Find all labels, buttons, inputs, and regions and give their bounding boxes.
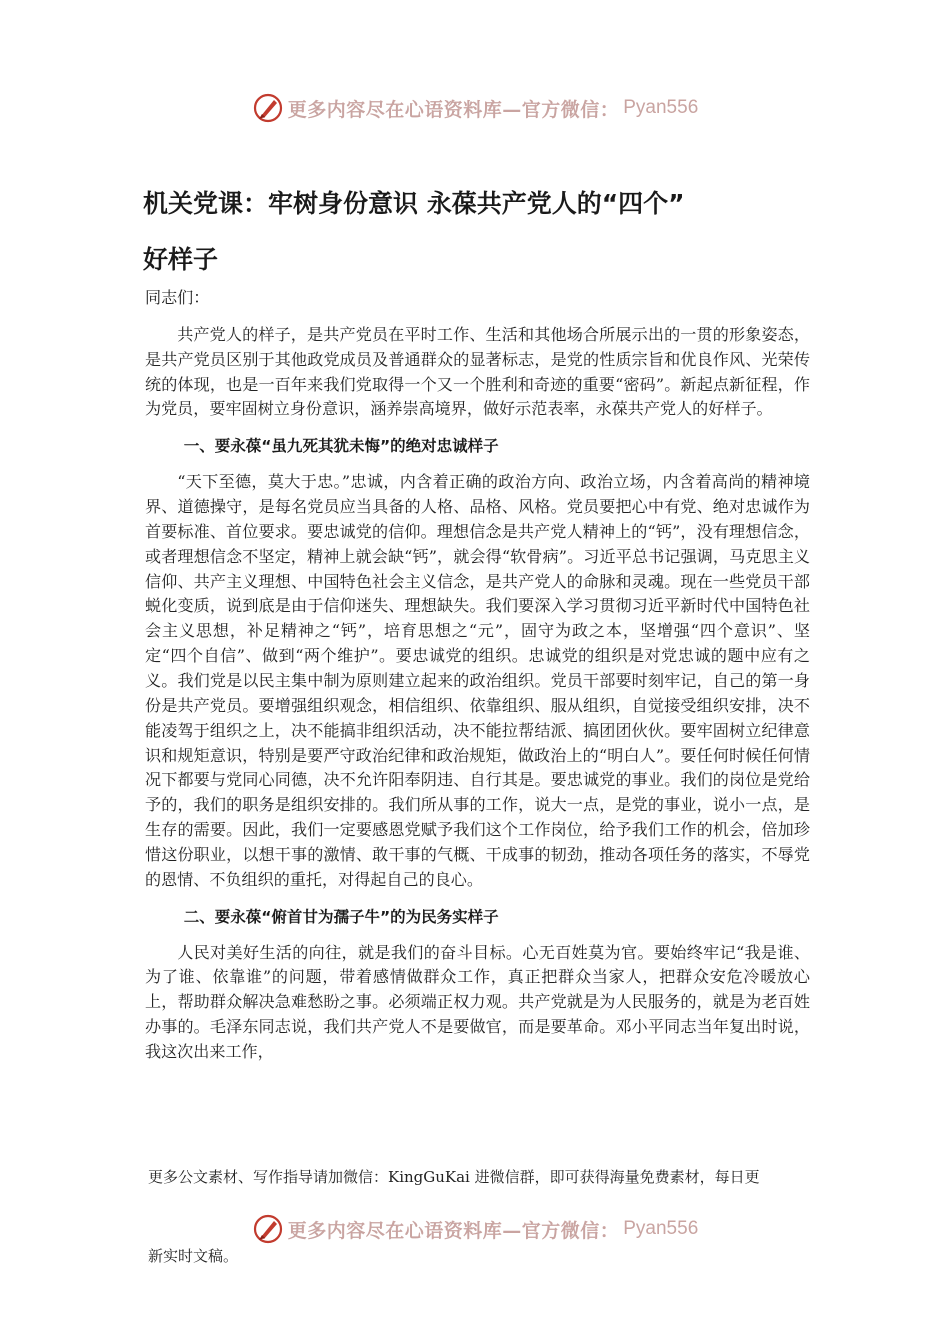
footer-note: 更多公文素材、写作指导请加微信：KingGuKai 进微信群，即可获得海量免费素材，每日更 xyxy=(148,1168,760,1186)
section-2-paragraph: 人民对美好生活的向往，就是我们的奋斗目标。心无百姓莫为官。要始终牢记“我是谁、为了谁、依靠谁”的问题，带着感情做群众工作，真正把群众当家人，把群众安危冷暖放心上，帮助群众解决急难愁盼之事。必须端正权力观。共产党就是为人民服务的，就是为老百姓办事的。毛泽东同志说，我们共产党人不是要做官，而是要革命。邓小平同志当年复出时说，我这次出来工作， xyxy=(145,942,810,1061)
document-title-line-2: 好样子 xyxy=(143,245,219,274)
document-body xyxy=(145,280,810,1075)
brand-banner-text: 更多内容尽在心语资料库—官方微信： xyxy=(287,98,620,121)
document-title-line-1: 机关党课：牢树身份意识 永葆共产党人的“四个” xyxy=(143,189,685,218)
brand-banner-text: 更多内容尽在心语资料库—官方微信： xyxy=(287,1219,620,1242)
greeting: 同志们： xyxy=(145,288,210,307)
document-title xyxy=(143,176,823,288)
intro-paragraph: 共产党人的样子，是共产党员在平时工作、生活和其他场合所展示出的一贯的形象姿态，是共产党员区别于其他政党成员及普通群众的显著标志，是党的性质宗旨和优良作风、光荣传统的体现，也是一百年来我们党取得一个又一个胜利和奇迹的重要“密码”。新起点新征程，作为党员，要牢固树立身份意识，涵养崇高境界，做好示范表率，永葆共产党人的好样子。 xyxy=(145,324,810,419)
brand-banner-top xyxy=(0,88,950,128)
section-1-paragraph: “天下至德，莫大于忠。”忠诚，内含着正确的政治方向、政治立场，内含着高尚的精神境界、道德操守，是每名党员应当具备的人格、品格、风格。党员要把心中有党、绝对忠诚作为首要标准、首位要求。要忠诚党的信仰。理想信念是共产党人精神上的“钙”，没有理想信念，或者理想信念不坚定，精神上就会缺“钙”，就会得“软骨病”。习近平总书记强调，马克思主义信仰、共产主义理想、中国特色社会主义信念，是共产党人的命脉和灵魂。现在一些党员干部蜕化变质，说到底是由于信仰迷失、理想缺失。我们要深入学习贯彻习近平新时代中国特色社会主义思想，补足精神之“钙”，培育思想之“元”，固守为政之本，坚增强“四个意识”、坚定“四个自信”、做到“两个维护”。要忠诚党的组织。忠诚党的组织是对党忠诚的题中应有之义。我们党是以民主集中制为原则建立起来的政治组织。党员干部要时刻牢记，自己的第一身份是共产党员。要增强组织观念，相信组织、依靠组织、服从组织，自觉接受组织安排，决不能凌驾于组织之上，决不能搞非组织活动，决不能拉帮结派、搞团团伙伙。要牢固树立纪律意识和规矩意识，特别是要严守政治纪律和政治规矩，做政治上的“明白人”。要任何时候任何情况下都要与党同心同德，决不允许阳奉阴违、自行其是。要忠诚党的事业。我们的岗位是党给予的，我们的职务是组织安排的。我们所从事的工作，说大一点，是党的事业，说小一点，是生存的需要。因此，我们一定要感恩党赋予我们这个工作岗位，给予我们工作的机会，倍加珍惜这份职业，以想干事的激情、敢干事的气概、干成事的韧劲，推动各项任务的落实，不辱党的恩情、不负组织的重托，对得起自己的良心。 xyxy=(145,472,810,889)
footer-note-tail: 新实时文稿。 xyxy=(148,1247,239,1265)
section-2-heading: 二、要永葆“俯首甘为孺子牛”的为民务实样子 xyxy=(183,907,499,926)
brand-wechat-id: Pyan556 xyxy=(623,97,699,118)
brand-wechat-id: Pyan556 xyxy=(623,1218,699,1239)
pen-circle-logo-icon xyxy=(252,92,284,124)
brand-banner-bottom xyxy=(0,1209,950,1249)
pen-circle-logo-icon xyxy=(252,1213,284,1245)
section-1-heading: 一、要永葆“虽九死其犹未悔”的绝对忠诚样子 xyxy=(183,437,499,456)
